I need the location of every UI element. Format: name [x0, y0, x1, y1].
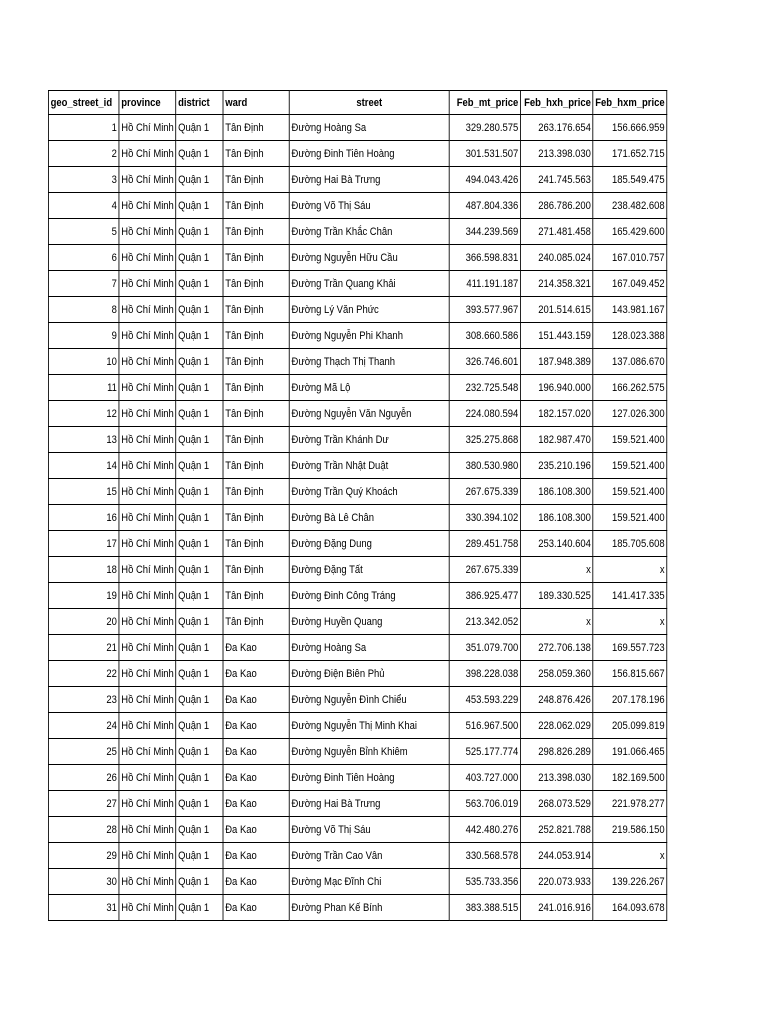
- cell-district: Quận 1: [176, 687, 223, 713]
- cell-district: Quận 1: [176, 609, 223, 635]
- cell-street: Đường Đinh Tiên Hoàng: [289, 141, 449, 167]
- cell-feb-mt-price: 516.967.500: [449, 713, 520, 739]
- cell-feb-hxm-price: x: [593, 843, 667, 869]
- cell-province: Hồ Chí Minh: [119, 349, 176, 375]
- cell-feb-hxm-price: 171.652.715: [593, 141, 667, 167]
- cell-geo-street-id: 25: [48, 739, 119, 765]
- cell-district: Quận 1: [176, 479, 223, 505]
- cell-feb-hxh-price: 182.157.020: [520, 401, 593, 427]
- cell-feb-hxm-price: 165.429.600: [593, 219, 667, 245]
- cell-street: Đường Trần Quang Khải: [289, 271, 449, 297]
- table-row: [48, 687, 666, 713]
- cell-geo-street-id: 30: [48, 869, 119, 895]
- cell-feb-hxh-price: 213.398.030: [520, 141, 593, 167]
- table-row: [48, 245, 666, 271]
- cell-geo-street-id: 20: [48, 609, 119, 635]
- cell-ward: Tân Định: [223, 401, 289, 427]
- cell-feb-hxh-price: 186.108.300: [520, 505, 593, 531]
- cell-feb-mt-price: 383.388.515: [449, 895, 520, 921]
- table-row: [48, 583, 666, 609]
- table-row: [48, 817, 666, 843]
- cell-province: Hồ Chí Minh: [119, 557, 176, 583]
- cell-geo-street-id: 27: [48, 791, 119, 817]
- cell-ward: Đa Kao: [223, 635, 289, 661]
- cell-province: Hồ Chí Minh: [119, 869, 176, 895]
- cell-feb-mt-price: 351.079.700: [449, 635, 520, 661]
- cell-ward: Đa Kao: [223, 739, 289, 765]
- cell-feb-hxh-price: x: [520, 557, 593, 583]
- cell-geo-street-id: 8: [48, 297, 119, 323]
- cell-district: Quận 1: [176, 739, 223, 765]
- cell-feb-hxm-price: 156.815.667: [593, 661, 667, 687]
- cell-street: Đường Hai Bà Trưng: [289, 791, 449, 817]
- cell-street: Đường Nguyễn Văn Nguyễn: [289, 401, 449, 427]
- cell-geo-street-id: 31: [48, 895, 119, 921]
- cell-feb-hxm-price: 169.557.723: [593, 635, 667, 661]
- cell-feb-hxm-price: 156.666.959: [593, 115, 667, 141]
- cell-street: Đường Trần Quý Khoách: [289, 479, 449, 505]
- cell-geo-street-id: 17: [48, 531, 119, 557]
- cell-district: Quận 1: [176, 375, 223, 401]
- cell-province: Hồ Chí Minh: [119, 271, 176, 297]
- table-row: [48, 427, 666, 453]
- cell-feb-mt-price: 453.593.229: [449, 687, 520, 713]
- table-row: [48, 375, 666, 401]
- table-row: [48, 713, 666, 739]
- cell-feb-hxm-price: 185.705.608: [593, 531, 667, 557]
- cell-feb-hxh-price: 248.876.426: [520, 687, 593, 713]
- table-body: [48, 115, 666, 921]
- cell-feb-mt-price: 525.177.774: [449, 739, 520, 765]
- table-row: [48, 271, 666, 297]
- cell-feb-mt-price: 535.733.356: [449, 869, 520, 895]
- cell-ward: Đa Kao: [223, 765, 289, 791]
- table-row: [48, 453, 666, 479]
- cell-feb-hxm-price: 167.010.757: [593, 245, 667, 271]
- cell-geo-street-id: 13: [48, 427, 119, 453]
- cell-feb-mt-price: 267.675.339: [449, 557, 520, 583]
- cell-feb-hxh-price: 187.948.389: [520, 349, 593, 375]
- cell-ward: Tân Định: [223, 323, 289, 349]
- cell-feb-hxh-price: 201.514.615: [520, 297, 593, 323]
- cell-feb-mt-price: 442.480.276: [449, 817, 520, 843]
- cell-feb-mt-price: 366.598.831: [449, 245, 520, 271]
- cell-ward: Tân Định: [223, 245, 289, 271]
- table-row: [48, 635, 666, 661]
- cell-street: Đường Lý Văn Phức: [289, 297, 449, 323]
- cell-feb-hxm-price: x: [593, 557, 667, 583]
- header-feb-hxm-price: Feb_hxm_price: [593, 91, 667, 115]
- cell-ward: Tân Định: [223, 115, 289, 141]
- cell-geo-street-id: 15: [48, 479, 119, 505]
- cell-province: Hồ Chí Minh: [119, 791, 176, 817]
- cell-feb-hxm-price: 221.978.277: [593, 791, 667, 817]
- cell-province: Hồ Chí Minh: [119, 453, 176, 479]
- cell-feb-mt-price: 386.925.477: [449, 583, 520, 609]
- cell-district: Quận 1: [176, 843, 223, 869]
- cell-province: Hồ Chí Minh: [119, 713, 176, 739]
- cell-geo-street-id: 19: [48, 583, 119, 609]
- table-row: [48, 323, 666, 349]
- cell-geo-street-id: 18: [48, 557, 119, 583]
- table-row: [48, 505, 666, 531]
- cell-geo-street-id: 1: [48, 115, 119, 141]
- cell-feb-mt-price: 289.451.758: [449, 531, 520, 557]
- cell-street: Đường Bà Lê Chân: [289, 505, 449, 531]
- table-row: [48, 843, 666, 869]
- cell-feb-mt-price: 267.675.339: [449, 479, 520, 505]
- cell-ward: Tân Định: [223, 375, 289, 401]
- cell-district: Quận 1: [176, 765, 223, 791]
- cell-street: Đường Hoàng Sa: [289, 115, 449, 141]
- cell-feb-hxm-price: 219.586.150: [593, 817, 667, 843]
- cell-geo-street-id: 22: [48, 661, 119, 687]
- cell-province: Hồ Chí Minh: [119, 141, 176, 167]
- cell-feb-mt-price: 325.275.868: [449, 427, 520, 453]
- cell-feb-hxm-price: 182.169.500: [593, 765, 667, 791]
- cell-feb-mt-price: 403.727.000: [449, 765, 520, 791]
- cell-feb-hxh-price: 252.821.788: [520, 817, 593, 843]
- cell-feb-mt-price: 330.568.578: [449, 843, 520, 869]
- cell-ward: Đa Kao: [223, 713, 289, 739]
- cell-street: Đường Huyền Quang: [289, 609, 449, 635]
- cell-geo-street-id: 12: [48, 401, 119, 427]
- table-row: [48, 895, 666, 921]
- cell-ward: Tân Định: [223, 297, 289, 323]
- cell-feb-mt-price: 213.342.052: [449, 609, 520, 635]
- cell-ward: Tân Định: [223, 219, 289, 245]
- cell-district: Quận 1: [176, 557, 223, 583]
- cell-district: Quận 1: [176, 115, 223, 141]
- cell-feb-mt-price: 326.746.601: [449, 349, 520, 375]
- cell-province: Hồ Chí Minh: [119, 193, 176, 219]
- cell-street: Đường Thạch Thị Thanh: [289, 349, 449, 375]
- cell-district: Quận 1: [176, 895, 223, 921]
- cell-feb-hxh-price: 263.176.654: [520, 115, 593, 141]
- cell-feb-hxm-price: 207.178.196: [593, 687, 667, 713]
- table-row: [48, 219, 666, 245]
- cell-feb-mt-price: 224.080.594: [449, 401, 520, 427]
- cell-feb-hxh-price: 258.059.360: [520, 661, 593, 687]
- cell-district: Quận 1: [176, 427, 223, 453]
- table-row: [48, 141, 666, 167]
- cell-district: Quận 1: [176, 791, 223, 817]
- cell-province: Hồ Chí Minh: [119, 505, 176, 531]
- header-geo-street-id: geo_street_id: [48, 91, 119, 115]
- cell-feb-hxm-price: 185.549.475: [593, 167, 667, 193]
- cell-district: Quận 1: [176, 271, 223, 297]
- cell-district: Quận 1: [176, 635, 223, 661]
- cell-district: Quận 1: [176, 817, 223, 843]
- cell-street: Đường Mạc Đĩnh Chi: [289, 869, 449, 895]
- cell-geo-street-id: 26: [48, 765, 119, 791]
- table-row: [48, 401, 666, 427]
- cell-feb-hxh-price: 298.826.289: [520, 739, 593, 765]
- cell-ward: Tân Định: [223, 479, 289, 505]
- header-district: district: [176, 91, 223, 115]
- cell-street: Đường Hai Bà Trưng: [289, 167, 449, 193]
- cell-ward: Đa Kao: [223, 817, 289, 843]
- cell-geo-street-id: 6: [48, 245, 119, 271]
- cell-feb-hxm-price: 128.023.388: [593, 323, 667, 349]
- cell-street: Đường Trần Cao Vân: [289, 843, 449, 869]
- cell-district: Quận 1: [176, 245, 223, 271]
- cell-geo-street-id: 4: [48, 193, 119, 219]
- cell-district: Quận 1: [176, 713, 223, 739]
- cell-feb-hxh-price: 272.706.138: [520, 635, 593, 661]
- cell-ward: Đa Kao: [223, 895, 289, 921]
- cell-feb-hxm-price: 159.521.400: [593, 505, 667, 531]
- cell-feb-hxh-price: 214.358.321: [520, 271, 593, 297]
- cell-feb-hxh-price: 268.073.529: [520, 791, 593, 817]
- table-row: [48, 479, 666, 505]
- cell-province: Hồ Chí Minh: [119, 375, 176, 401]
- header-feb-hxh-price: Feb_hxh_price: [520, 91, 593, 115]
- table-row: [48, 115, 666, 141]
- cell-feb-hxh-price: 271.481.458: [520, 219, 593, 245]
- cell-feb-hxm-price: x: [593, 609, 667, 635]
- cell-district: Quận 1: [176, 219, 223, 245]
- cell-feb-mt-price: 232.725.548: [449, 375, 520, 401]
- table-row: [48, 791, 666, 817]
- cell-district: Quận 1: [176, 193, 223, 219]
- cell-ward: Đa Kao: [223, 869, 289, 895]
- cell-feb-mt-price: 308.660.586: [449, 323, 520, 349]
- cell-district: Quận 1: [176, 297, 223, 323]
- header-street: street: [289, 91, 449, 115]
- data-table: [48, 90, 667, 921]
- cell-feb-hxh-price: 235.210.196: [520, 453, 593, 479]
- cell-feb-hxh-price: 196.940.000: [520, 375, 593, 401]
- cell-geo-street-id: 21: [48, 635, 119, 661]
- cell-geo-street-id: 29: [48, 843, 119, 869]
- cell-feb-mt-price: 330.394.102: [449, 505, 520, 531]
- cell-province: Hồ Chí Minh: [119, 401, 176, 427]
- cell-feb-hxm-price: 139.226.267: [593, 869, 667, 895]
- cell-feb-hxm-price: 167.049.452: [593, 271, 667, 297]
- cell-province: Hồ Chí Minh: [119, 739, 176, 765]
- cell-feb-mt-price: 487.804.336: [449, 193, 520, 219]
- cell-feb-hxh-price: x: [520, 609, 593, 635]
- cell-feb-hxh-price: 220.073.933: [520, 869, 593, 895]
- table-row: [48, 297, 666, 323]
- cell-street: Đường Điện Biên Phủ: [289, 661, 449, 687]
- cell-street: Đường Đặng Dung: [289, 531, 449, 557]
- cell-feb-hxh-price: 186.108.300: [520, 479, 593, 505]
- cell-ward: Tân Định: [223, 193, 289, 219]
- cell-feb-mt-price: 329.280.575: [449, 115, 520, 141]
- cell-district: Quận 1: [176, 869, 223, 895]
- cell-feb-hxm-price: 141.417.335: [593, 583, 667, 609]
- cell-street: Đường Trần Khánh Dư: [289, 427, 449, 453]
- cell-feb-mt-price: 494.043.426: [449, 167, 520, 193]
- cell-feb-hxh-price: 182.987.470: [520, 427, 593, 453]
- cell-geo-street-id: 10: [48, 349, 119, 375]
- cell-ward: Tân Định: [223, 349, 289, 375]
- cell-ward: Đa Kao: [223, 791, 289, 817]
- table-row: [48, 349, 666, 375]
- cell-feb-hxh-price: 244.053.914: [520, 843, 593, 869]
- cell-district: Quận 1: [176, 531, 223, 557]
- cell-geo-street-id: 11: [48, 375, 119, 401]
- cell-feb-hxh-price: 241.745.563: [520, 167, 593, 193]
- cell-street: Đường Nguyễn Phi Khanh: [289, 323, 449, 349]
- cell-feb-mt-price: 380.530.980: [449, 453, 520, 479]
- cell-province: Hồ Chí Minh: [119, 245, 176, 271]
- cell-ward: Tân Định: [223, 609, 289, 635]
- cell-ward: Tân Định: [223, 271, 289, 297]
- cell-ward: Đa Kao: [223, 661, 289, 687]
- cell-province: Hồ Chí Minh: [119, 817, 176, 843]
- cell-street: Đường Nguyễn Thị Minh Khai: [289, 713, 449, 739]
- table-row: [48, 167, 666, 193]
- cell-geo-street-id: 2: [48, 141, 119, 167]
- cell-province: Hồ Chí Minh: [119, 531, 176, 557]
- cell-province: Hồ Chí Minh: [119, 635, 176, 661]
- cell-feb-hxh-price: 253.140.604: [520, 531, 593, 557]
- cell-geo-street-id: 24: [48, 713, 119, 739]
- cell-street: Đường Nguyễn Đình Chiểu: [289, 687, 449, 713]
- header-row: [48, 91, 666, 115]
- cell-province: Hồ Chí Minh: [119, 479, 176, 505]
- cell-district: Quận 1: [176, 323, 223, 349]
- cell-province: Hồ Chí Minh: [119, 167, 176, 193]
- cell-street: Đường Phan Kế Bính: [289, 895, 449, 921]
- cell-district: Quận 1: [176, 141, 223, 167]
- cell-feb-hxh-price: 228.062.029: [520, 713, 593, 739]
- table-row: [48, 765, 666, 791]
- cell-ward: Tân Định: [223, 505, 289, 531]
- table-row: [48, 531, 666, 557]
- cell-province: Hồ Chí Minh: [119, 661, 176, 687]
- cell-feb-hxm-price: 137.086.670: [593, 349, 667, 375]
- cell-district: Quận 1: [176, 167, 223, 193]
- cell-feb-hxh-price: 241.016.916: [520, 895, 593, 921]
- cell-feb-mt-price: 398.228.038: [449, 661, 520, 687]
- table-row: [48, 661, 666, 687]
- cell-feb-mt-price: 411.191.187: [449, 271, 520, 297]
- cell-feb-mt-price: 393.577.967: [449, 297, 520, 323]
- cell-feb-hxh-price: 189.330.525: [520, 583, 593, 609]
- cell-feb-hxm-price: 191.066.465: [593, 739, 667, 765]
- cell-ward: Tân Định: [223, 141, 289, 167]
- cell-province: Hồ Chí Minh: [119, 765, 176, 791]
- cell-feb-hxm-price: 127.026.300: [593, 401, 667, 427]
- table-row: [48, 739, 666, 765]
- cell-geo-street-id: 14: [48, 453, 119, 479]
- cell-feb-hxm-price: 205.099.819: [593, 713, 667, 739]
- header-province: province: [119, 91, 176, 115]
- cell-district: Quận 1: [176, 661, 223, 687]
- cell-feb-hxm-price: 159.521.400: [593, 479, 667, 505]
- cell-province: Hồ Chí Minh: [119, 219, 176, 245]
- cell-ward: Tân Định: [223, 167, 289, 193]
- cell-street: Đường Nguyễn Bỉnh Khiêm: [289, 739, 449, 765]
- cell-feb-mt-price: 344.239.569: [449, 219, 520, 245]
- cell-district: Quận 1: [176, 505, 223, 531]
- header-ward: ward: [223, 91, 289, 115]
- cell-street: Đường Đinh Tiên Hoàng: [289, 765, 449, 791]
- cell-street: Đường Võ Thị Sáu: [289, 193, 449, 219]
- cell-province: Hồ Chí Minh: [119, 895, 176, 921]
- cell-province: Hồ Chí Minh: [119, 609, 176, 635]
- cell-feb-hxm-price: 164.093.678: [593, 895, 667, 921]
- cell-district: Quận 1: [176, 401, 223, 427]
- header-feb-mt-price: Feb_mt_price: [449, 91, 520, 115]
- cell-geo-street-id: 5: [48, 219, 119, 245]
- cell-feb-hxh-price: 240.085.024: [520, 245, 593, 271]
- cell-province: Hồ Chí Minh: [119, 583, 176, 609]
- cell-street: Đường Đặng Tất: [289, 557, 449, 583]
- cell-street: Đường Hoàng Sa: [289, 635, 449, 661]
- cell-street: Đường Mã Lộ: [289, 375, 449, 401]
- cell-street: Đường Nguyễn Hữu Cầu: [289, 245, 449, 271]
- cell-province: Hồ Chí Minh: [119, 323, 176, 349]
- cell-street: Đường Trần Khắc Chân: [289, 219, 449, 245]
- cell-feb-hxm-price: 159.521.400: [593, 453, 667, 479]
- table-row: [48, 869, 666, 895]
- cell-district: Quận 1: [176, 583, 223, 609]
- cell-feb-mt-price: 563.706.019: [449, 791, 520, 817]
- cell-feb-hxh-price: 213.398.030: [520, 765, 593, 791]
- cell-ward: Tân Định: [223, 583, 289, 609]
- cell-ward: Tân Định: [223, 557, 289, 583]
- cell-ward: Tân Định: [223, 453, 289, 479]
- cell-street: Đường Trần Nhật Duật: [289, 453, 449, 479]
- cell-ward: Tân Định: [223, 427, 289, 453]
- cell-geo-street-id: 3: [48, 167, 119, 193]
- cell-street: Đường Đinh Công Tráng: [289, 583, 449, 609]
- cell-ward: Tân Định: [223, 531, 289, 557]
- cell-geo-street-id: 28: [48, 817, 119, 843]
- cell-province: Hồ Chí Minh: [119, 843, 176, 869]
- cell-geo-street-id: 9: [48, 323, 119, 349]
- cell-province: Hồ Chí Minh: [119, 297, 176, 323]
- cell-province: Hồ Chí Minh: [119, 115, 176, 141]
- cell-feb-hxh-price: 286.786.200: [520, 193, 593, 219]
- cell-district: Quận 1: [176, 349, 223, 375]
- cell-feb-hxm-price: 238.482.608: [593, 193, 667, 219]
- cell-ward: Đa Kao: [223, 687, 289, 713]
- cell-province: Hồ Chí Minh: [119, 427, 176, 453]
- cell-geo-street-id: 16: [48, 505, 119, 531]
- cell-geo-street-id: 7: [48, 271, 119, 297]
- table-row: [48, 557, 666, 583]
- cell-feb-mt-price: 301.531.507: [449, 141, 520, 167]
- table-row: [48, 193, 666, 219]
- cell-district: Quận 1: [176, 453, 223, 479]
- cell-geo-street-id: 23: [48, 687, 119, 713]
- cell-feb-hxh-price: 151.443.159: [520, 323, 593, 349]
- cell-province: Hồ Chí Minh: [119, 687, 176, 713]
- cell-street: Đường Võ Thị Sáu: [289, 817, 449, 843]
- cell-feb-hxm-price: 166.262.575: [593, 375, 667, 401]
- cell-ward: Đa Kao: [223, 843, 289, 869]
- cell-feb-hxm-price: 159.521.400: [593, 427, 667, 453]
- cell-feb-hxm-price: 143.981.167: [593, 297, 667, 323]
- table-row: [48, 609, 666, 635]
